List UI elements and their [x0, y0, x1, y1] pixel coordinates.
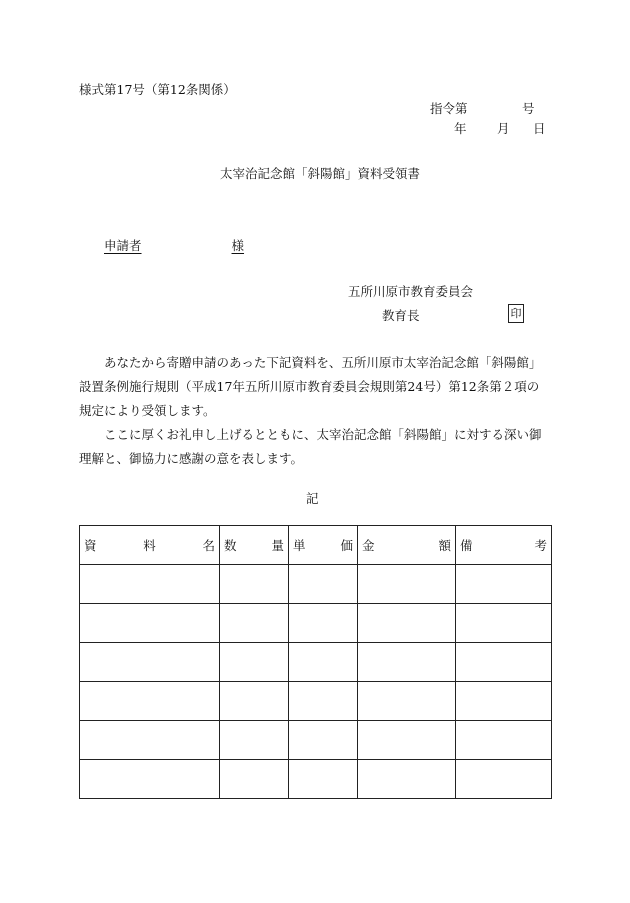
cell-quantity[interactable]: [220, 643, 289, 682]
applicant-label: 申請者: [104, 238, 142, 253]
date-month: 月: [497, 121, 510, 136]
cell-unit-price[interactable]: [289, 565, 358, 604]
table-row: [80, 721, 552, 760]
cell-quantity[interactable]: [220, 565, 289, 604]
issuer-organization: 五所川原市教育委員会: [348, 284, 474, 299]
cell-remarks[interactable]: [456, 721, 552, 760]
cell-remarks[interactable]: [456, 604, 552, 643]
body-paragraph-1: あなたから寄贈申請のあった下記資料を、五所川原市太宰治記念館「斜陽館」設置条例施行規則（平成17年五所川原市教育委員会規則第24号）第12条第２項の規定により受領します。: [79, 355, 542, 418]
document-title: 太宰治記念館「斜陽館」資料受領書: [220, 166, 421, 181]
issuer-position: 教育長: [382, 308, 420, 323]
cell-material-name[interactable]: [80, 643, 220, 682]
seal-mark: 印: [508, 304, 524, 323]
applicant-line: [104, 236, 244, 254]
cell-remarks[interactable]: [456, 682, 552, 721]
cell-amount[interactable]: [358, 565, 456, 604]
cell-unit-price[interactable]: [289, 604, 358, 643]
header-quantity: 数 量: [220, 526, 289, 565]
cell-amount[interactable]: [358, 604, 456, 643]
cell-material-name[interactable]: [80, 604, 220, 643]
header-material-name: 資 料 名: [80, 526, 220, 565]
table-row: [80, 760, 552, 799]
cell-unit-price[interactable]: [289, 760, 358, 799]
directive-label: 指令第: [430, 101, 468, 116]
cell-quantity[interactable]: [220, 604, 289, 643]
materials-table: [79, 525, 552, 799]
table-header-row: [80, 526, 552, 565]
body-text: [79, 351, 549, 471]
cell-unit-price[interactable]: [289, 643, 358, 682]
table-row: [80, 682, 552, 721]
form-number: 様式第17号（第12条関係）: [79, 82, 236, 97]
header-remarks: 備 考: [456, 526, 552, 565]
header-amount: 金 額: [358, 526, 456, 565]
cell-unit-price[interactable]: [289, 721, 358, 760]
directive-number: [430, 99, 535, 117]
cell-remarks[interactable]: [456, 565, 552, 604]
table-row: [80, 604, 552, 643]
date-day: 日: [533, 121, 546, 136]
cell-material-name[interactable]: [80, 682, 220, 721]
cell-amount[interactable]: [358, 643, 456, 682]
table-row: [80, 565, 552, 604]
cell-material-name[interactable]: [80, 760, 220, 799]
header-unit-price: 単 価: [289, 526, 358, 565]
date-line: [454, 119, 546, 137]
cell-remarks[interactable]: [456, 643, 552, 682]
cell-quantity[interactable]: [220, 682, 289, 721]
applicant-honorific: 様: [231, 238, 245, 253]
table-body: [80, 565, 552, 799]
cell-remarks[interactable]: [456, 760, 552, 799]
cell-material-name[interactable]: [80, 721, 220, 760]
cell-amount[interactable]: [358, 760, 456, 799]
date-year: 年: [454, 121, 467, 136]
cell-material-name[interactable]: [80, 565, 220, 604]
cell-amount[interactable]: [358, 721, 456, 760]
cell-quantity[interactable]: [220, 760, 289, 799]
ki-heading: 記: [306, 491, 319, 506]
body-paragraph-2: ここに厚くお礼申し上げるとともに、太宰治記念館「斜陽館」に対する深い御理解と、御協力に感謝の意を表します。: [79, 427, 542, 466]
cell-quantity[interactable]: [220, 721, 289, 760]
table-row: [80, 643, 552, 682]
cell-unit-price[interactable]: [289, 682, 358, 721]
directive-suffix: 号: [522, 101, 535, 116]
cell-amount[interactable]: [358, 682, 456, 721]
